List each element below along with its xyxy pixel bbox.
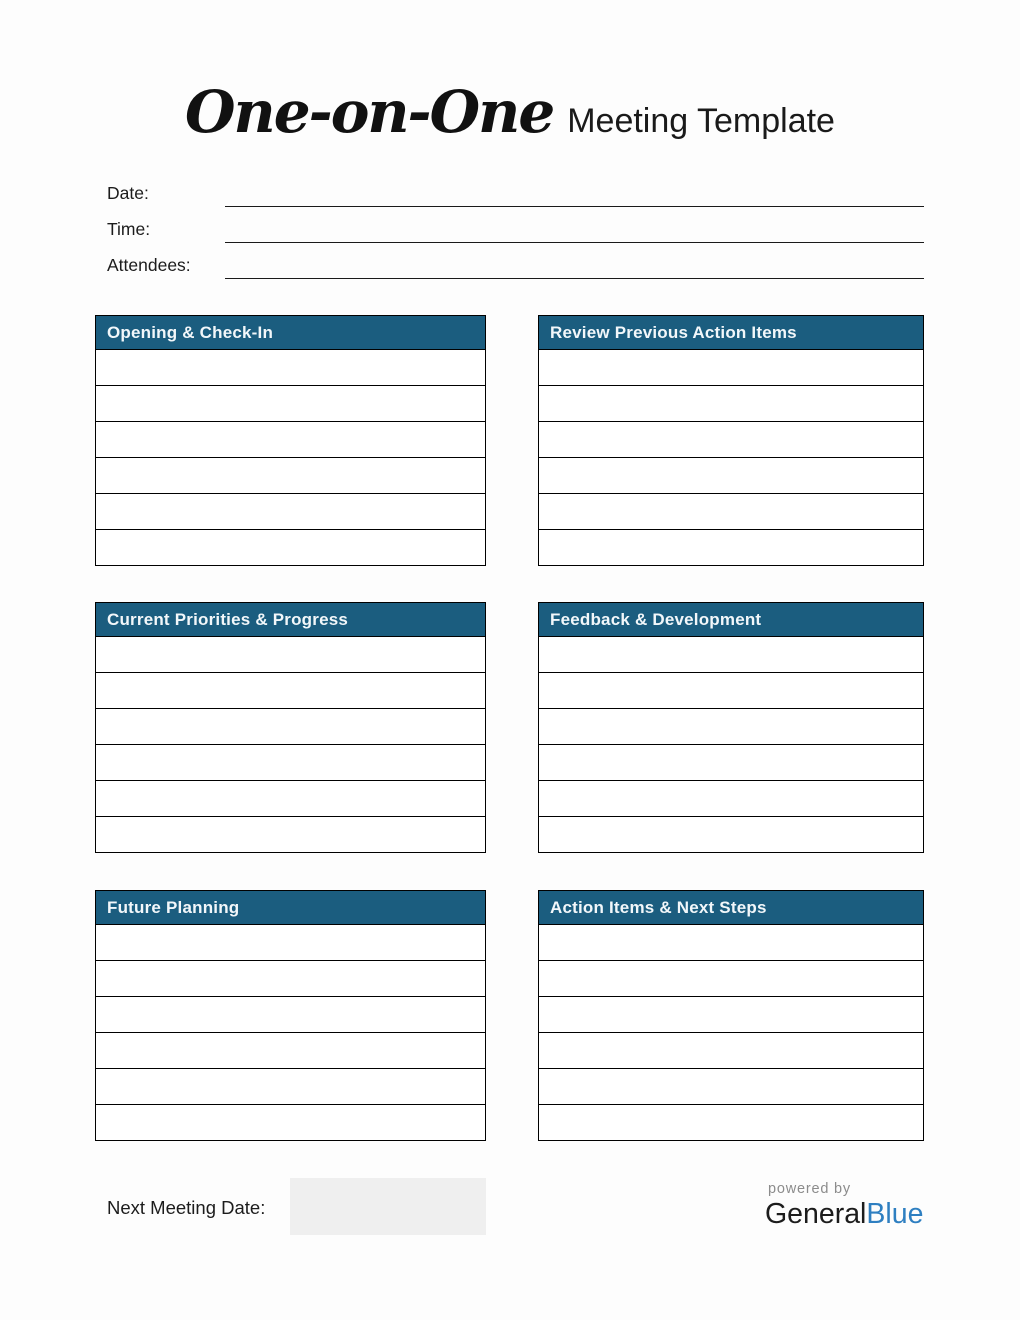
table-row-cell[interactable]	[96, 960, 485, 996]
page-title	[0, 78, 1020, 146]
table-row-cell[interactable]	[96, 1068, 485, 1104]
table-row-cell[interactable]	[96, 529, 485, 565]
table-row-cell[interactable]	[96, 924, 485, 960]
table-row-cell[interactable]	[539, 1068, 923, 1104]
table-row-cell[interactable]	[539, 1032, 923, 1068]
table-row-cell[interactable]	[96, 708, 485, 744]
table-row-cell[interactable]	[539, 529, 923, 565]
section-review-previous-action-items	[538, 315, 924, 566]
table-row-cell[interactable]	[96, 816, 485, 852]
table-row-cell[interactable]	[539, 493, 923, 529]
section-header: Current Priorities & Progress	[96, 603, 485, 636]
table-row-cell[interactable]	[539, 816, 923, 852]
table-row-cell[interactable]	[539, 996, 923, 1032]
next-meeting-date-label: Next Meeting Date:	[107, 1197, 266, 1218]
table-row-cell[interactable]	[96, 349, 485, 385]
brand-wordmark	[765, 1198, 925, 1231]
attendees-label: Attendees:	[107, 255, 191, 275]
section-header: Opening & Check-In	[96, 316, 485, 349]
section-rows	[96, 349, 485, 565]
attendees-input-line[interactable]	[225, 278, 924, 279]
table-row-cell[interactable]	[539, 924, 923, 960]
table-row-cell[interactable]	[96, 1032, 485, 1068]
table-row-cell[interactable]	[96, 780, 485, 816]
table-row-cell[interactable]	[539, 1104, 923, 1140]
next-meeting-date-input-box[interactable]	[290, 1178, 486, 1235]
table-row-cell[interactable]	[539, 457, 923, 493]
table-row-cell[interactable]	[96, 493, 485, 529]
table-row-cell[interactable]	[539, 672, 923, 708]
time-label: Time:	[107, 219, 151, 239]
section-rows	[96, 636, 485, 852]
table-row-cell[interactable]	[96, 996, 485, 1032]
section-rows	[539, 349, 923, 565]
table-row-cell[interactable]	[539, 960, 923, 996]
section-future-planning	[95, 890, 486, 1141]
table-row-cell[interactable]	[96, 672, 485, 708]
date-label: Date:	[107, 183, 149, 203]
section-rows	[96, 924, 485, 1140]
table-row-cell[interactable]	[96, 385, 485, 421]
section-rows	[539, 924, 923, 1140]
table-row-cell[interactable]	[539, 780, 923, 816]
date-input-line[interactable]	[225, 206, 924, 207]
section-header: Action Items & Next Steps	[539, 891, 923, 924]
section-current-priorities-progress	[95, 602, 486, 853]
table-row-cell[interactable]	[96, 1104, 485, 1140]
section-header: Feedback & Development	[539, 603, 923, 636]
table-row-cell[interactable]	[539, 349, 923, 385]
table-row-cell[interactable]	[539, 385, 923, 421]
section-action-items-next-steps	[538, 890, 924, 1141]
field-row-date	[107, 183, 924, 207]
table-row-cell[interactable]	[539, 421, 923, 457]
time-input-line[interactable]	[225, 242, 924, 243]
table-row-cell[interactable]	[96, 457, 485, 493]
brand-logo	[765, 1181, 925, 1231]
title-script-text: One-on-One	[185, 78, 554, 146]
section-header: Future Planning	[96, 891, 485, 924]
section-rows	[539, 636, 923, 852]
section-feedback-development	[538, 602, 924, 853]
table-row-cell[interactable]	[96, 421, 485, 457]
field-row-time	[107, 219, 924, 243]
table-row-cell[interactable]	[96, 744, 485, 780]
table-row-cell[interactable]	[96, 636, 485, 672]
section-opening-check-in	[95, 315, 486, 566]
section-header: Review Previous Action Items	[539, 316, 923, 349]
field-row-attendees	[107, 255, 924, 279]
brand-blue-text: Blue	[866, 1198, 924, 1230]
powered-by-text: powered by	[768, 1181, 851, 1197]
table-row-cell[interactable]	[539, 636, 923, 672]
brand-general-text: General	[765, 1198, 867, 1230]
table-row-cell[interactable]	[539, 744, 923, 780]
table-row-cell[interactable]	[539, 708, 923, 744]
title-regular-text: Meeting Template	[567, 102, 835, 140]
